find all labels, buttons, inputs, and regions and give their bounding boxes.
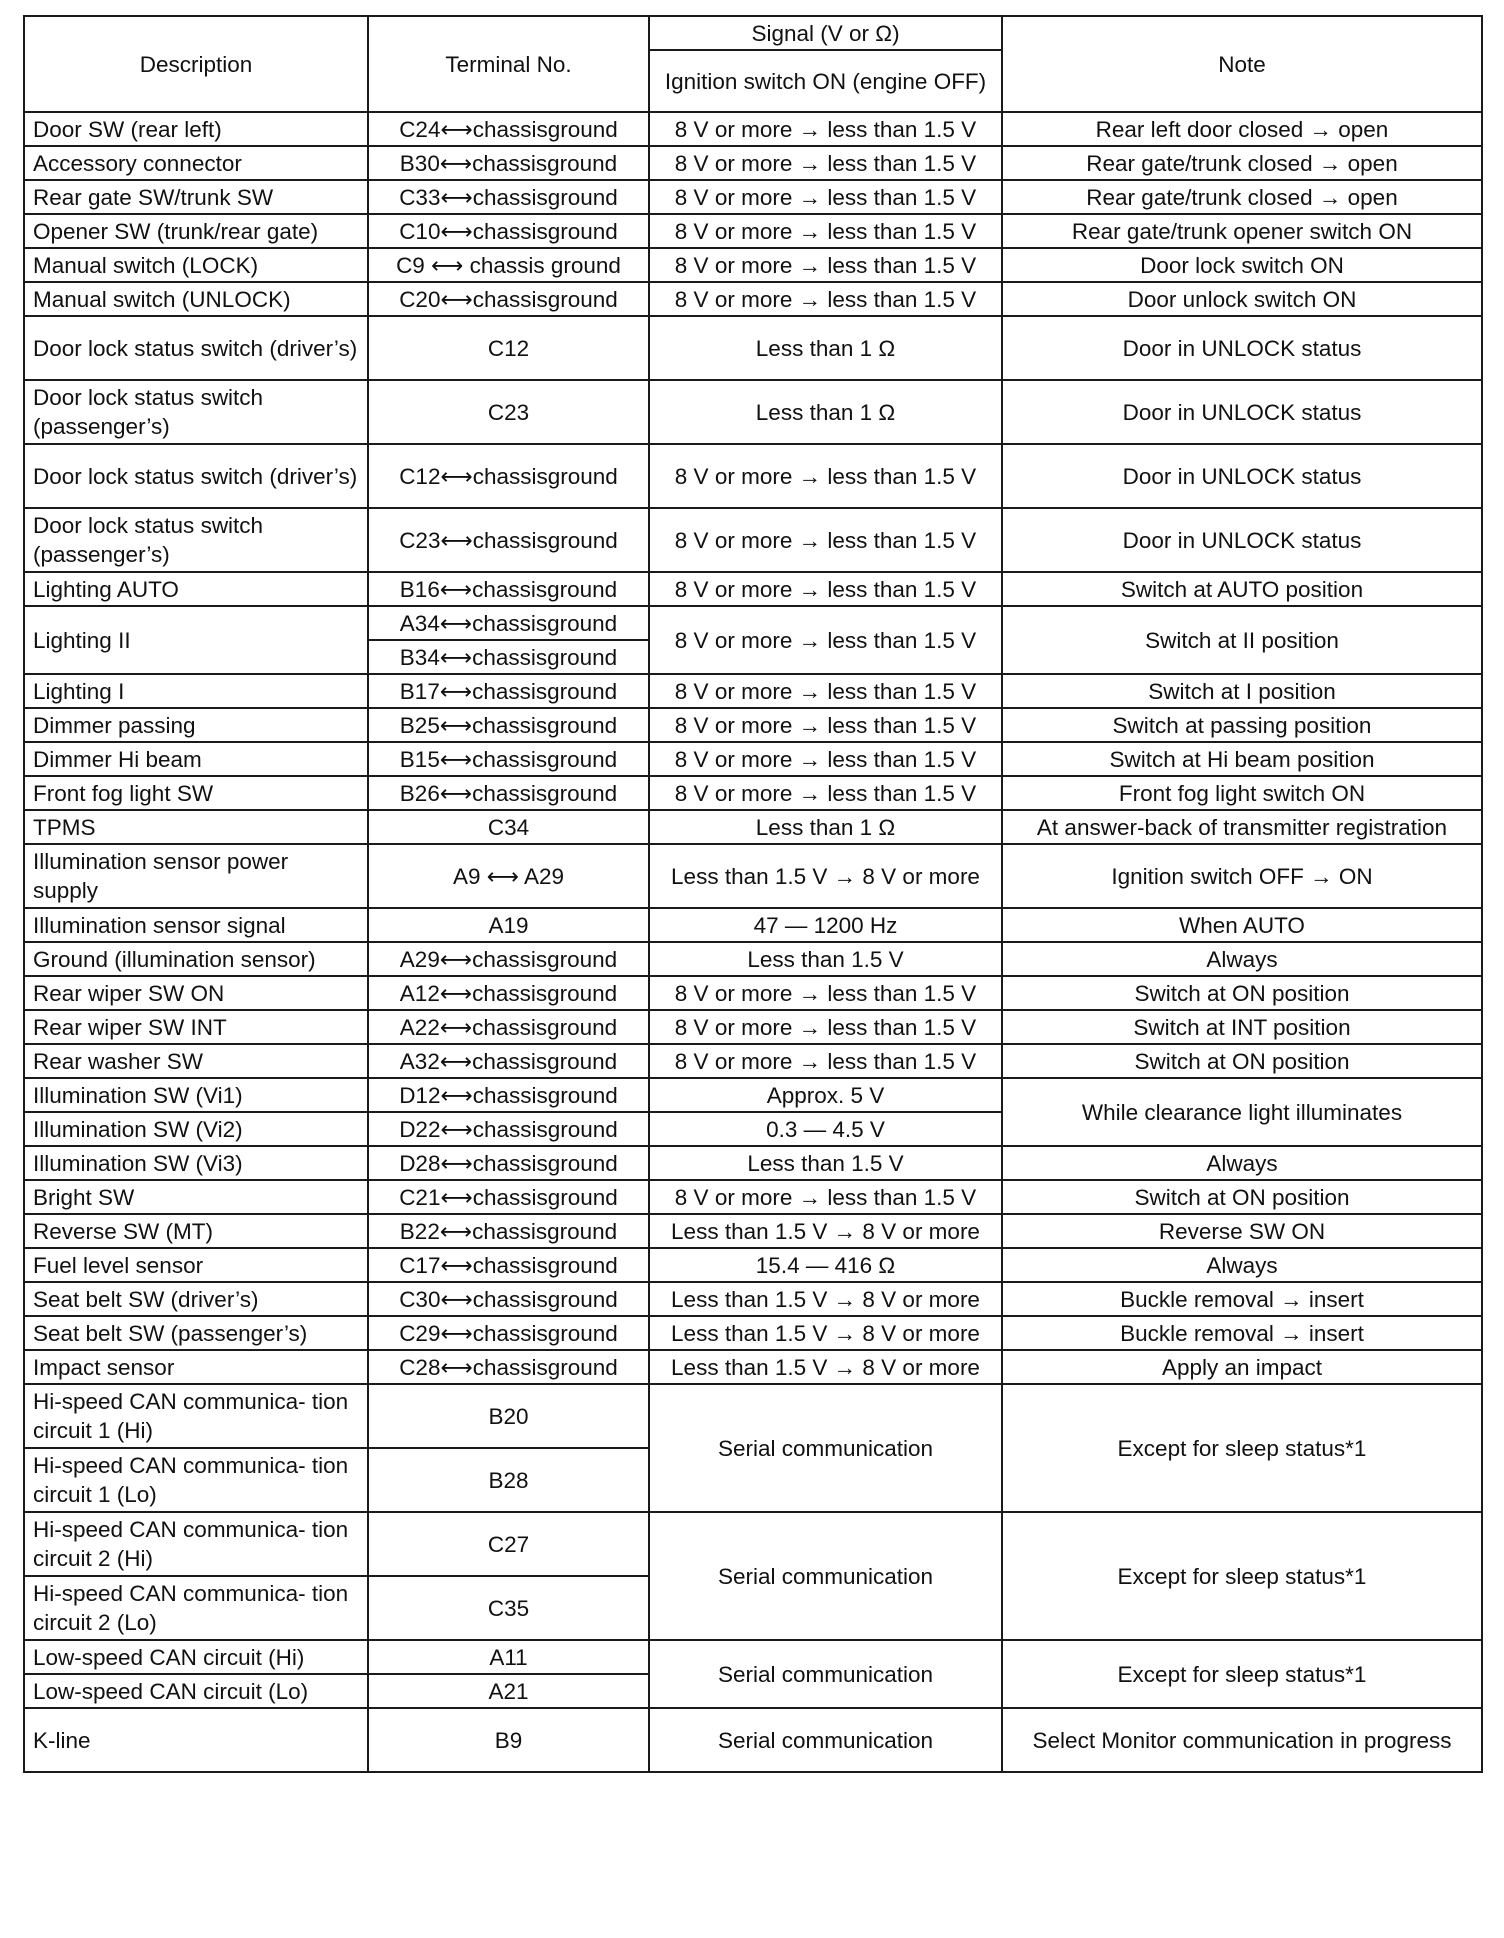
description-cell: Lighting II bbox=[24, 606, 368, 674]
terminal-cell: C23 bbox=[368, 380, 649, 444]
terminal-cell: C27 bbox=[368, 1512, 649, 1576]
terminal-cell: C28⟷chassisground bbox=[368, 1350, 649, 1384]
description-cell: Seat belt SW (driver’s) bbox=[24, 1282, 368, 1316]
description-cell: Door lock status switch (passenger’s) bbox=[24, 508, 368, 572]
description-cell: Hi-speed CAN communica- tion circuit 2 (Lo) bbox=[24, 1576, 368, 1640]
terminal-cell: C21⟷chassisground bbox=[368, 1180, 649, 1214]
description-cell: Dimmer Hi beam bbox=[24, 742, 368, 776]
terminal-cell: A32⟷chassisground bbox=[368, 1044, 649, 1078]
terminal-cell: D12⟷chassisground bbox=[368, 1078, 649, 1112]
signal-cell: 8 V or more → less than 1.5 V bbox=[649, 708, 1002, 742]
header-signal-condition: Ignition switch ON (engine OFF) bbox=[649, 50, 1002, 112]
note-cell: Switch at passing position bbox=[1002, 708, 1482, 742]
description-cell: Door lock status switch (passenger’s) bbox=[24, 380, 368, 444]
signal-cell: Less than 1.5 V → 8 V or more bbox=[649, 844, 1002, 908]
signal-cell: Serial communication bbox=[649, 1384, 1002, 1512]
note-cell: Except for sleep status*1 bbox=[1002, 1384, 1482, 1512]
terminal-cell: B17⟷chassisground bbox=[368, 674, 649, 708]
description-cell: Front fog light SW bbox=[24, 776, 368, 810]
table-row bbox=[24, 1512, 1482, 1576]
terminal-cell: B30⟷chassisground bbox=[368, 146, 649, 180]
header-description: Description bbox=[24, 16, 368, 112]
terminal-cell: C12 bbox=[368, 316, 649, 380]
terminal-cell: C33⟷chassisground bbox=[368, 180, 649, 214]
note-cell: Door in UNLOCK status bbox=[1002, 380, 1482, 444]
terminal-cell: C10⟷chassisground bbox=[368, 214, 649, 248]
table-row bbox=[24, 1180, 1482, 1214]
terminal-cell: B34⟷chassisground bbox=[368, 640, 649, 674]
signal-cell: 8 V or more → less than 1.5 V bbox=[649, 444, 1002, 508]
signal-cell: 8 V or more → less than 1.5 V bbox=[649, 776, 1002, 810]
table-row bbox=[24, 742, 1482, 776]
table-row bbox=[24, 1214, 1482, 1248]
note-cell: Door lock switch ON bbox=[1002, 248, 1482, 282]
note-cell: Switch at ON position bbox=[1002, 976, 1482, 1010]
table-row bbox=[24, 1384, 1482, 1448]
table-row bbox=[24, 1282, 1482, 1316]
header-row bbox=[24, 16, 1482, 50]
table-row bbox=[24, 976, 1482, 1010]
note-cell: Rear gate/trunk closed → open bbox=[1002, 146, 1482, 180]
signal-cell: 8 V or more → less than 1.5 V bbox=[649, 1044, 1002, 1078]
description-cell: Door SW (rear left) bbox=[24, 112, 368, 146]
description-cell: Illumination SW (Vi1) bbox=[24, 1078, 368, 1112]
note-cell: Reverse SW ON bbox=[1002, 1214, 1482, 1248]
terminal-cell: C35 bbox=[368, 1576, 649, 1640]
signal-cell: Less than 1.5 V → 8 V or more bbox=[649, 1350, 1002, 1384]
terminal-cell: A21 bbox=[368, 1674, 649, 1708]
signal-table bbox=[23, 15, 1483, 1773]
signal-cell: 8 V or more → less than 1.5 V bbox=[649, 976, 1002, 1010]
signal-cell: 8 V or more → less than 1.5 V bbox=[649, 742, 1002, 776]
terminal-cell: B28 bbox=[368, 1448, 649, 1512]
table-row bbox=[24, 1248, 1482, 1282]
signal-cell: Less than 1.5 V bbox=[649, 942, 1002, 976]
table-row bbox=[24, 112, 1482, 146]
note-cell: Always bbox=[1002, 1248, 1482, 1282]
terminal-cell: A9 ⟷ A29 bbox=[368, 844, 649, 908]
note-cell: Switch at II position bbox=[1002, 606, 1482, 674]
signal-cell: Less than 1.5 V → 8 V or more bbox=[649, 1316, 1002, 1350]
signal-cell: 8 V or more → less than 1.5 V bbox=[649, 112, 1002, 146]
terminal-cell: A11 bbox=[368, 1640, 649, 1674]
table-row bbox=[24, 1078, 1482, 1112]
terminal-cell: C17⟷chassisground bbox=[368, 1248, 649, 1282]
table-row bbox=[24, 444, 1482, 508]
note-cell: Switch at ON position bbox=[1002, 1180, 1482, 1214]
signal-cell: 8 V or more → less than 1.5 V bbox=[649, 1180, 1002, 1214]
table-row bbox=[24, 572, 1482, 606]
signal-cell: Less than 1 Ω bbox=[649, 380, 1002, 444]
signal-cell: Approx. 5 V bbox=[649, 1078, 1002, 1112]
table-row bbox=[24, 1708, 1482, 1772]
table-row bbox=[24, 606, 1482, 640]
signal-cell: 8 V or more → less than 1.5 V bbox=[649, 572, 1002, 606]
description-cell: K-line bbox=[24, 1708, 368, 1772]
description-cell: Manual switch (LOCK) bbox=[24, 248, 368, 282]
description-cell: Rear washer SW bbox=[24, 1044, 368, 1078]
terminal-cell: A34⟷chassisground bbox=[368, 606, 649, 640]
note-cell: Rear gate/trunk closed → open bbox=[1002, 180, 1482, 214]
terminal-cell: C9 ⟷ chassis ground bbox=[368, 248, 649, 282]
signal-cell: 8 V or more → less than 1.5 V bbox=[649, 282, 1002, 316]
terminal-cell: B25⟷chassisground bbox=[368, 708, 649, 742]
terminal-cell: B9 bbox=[368, 1708, 649, 1772]
table-row bbox=[24, 844, 1482, 908]
description-cell: Ground (illumination sensor) bbox=[24, 942, 368, 976]
description-cell: Low-speed CAN circuit (Lo) bbox=[24, 1674, 368, 1708]
description-cell: Illumination SW (Vi2) bbox=[24, 1112, 368, 1146]
signal-cell: Serial communication bbox=[649, 1708, 1002, 1772]
note-cell: Buckle removal → insert bbox=[1002, 1316, 1482, 1350]
note-cell: Switch at AUTO position bbox=[1002, 572, 1482, 606]
note-cell: Rear left door closed → open bbox=[1002, 112, 1482, 146]
description-cell: Illumination sensor power supply bbox=[24, 844, 368, 908]
note-cell: When AUTO bbox=[1002, 908, 1482, 942]
terminal-cell: C34 bbox=[368, 810, 649, 844]
terminal-cell: B15⟷chassisground bbox=[368, 742, 649, 776]
table-row bbox=[24, 674, 1482, 708]
note-cell: Always bbox=[1002, 1146, 1482, 1180]
terminal-cell: A22⟷chassisground bbox=[368, 1010, 649, 1044]
note-cell: Switch at I position bbox=[1002, 674, 1482, 708]
description-cell: Hi-speed CAN communica- tion circuit 2 (Hi) bbox=[24, 1512, 368, 1576]
table-row bbox=[24, 776, 1482, 810]
note-cell: Switch at INT position bbox=[1002, 1010, 1482, 1044]
description-cell: Hi-speed CAN communica- tion circuit 1 (Hi) bbox=[24, 1384, 368, 1448]
terminal-cell: A12⟷chassisground bbox=[368, 976, 649, 1010]
note-cell: Door unlock switch ON bbox=[1002, 282, 1482, 316]
terminal-cell: B20 bbox=[368, 1384, 649, 1448]
description-cell: Bright SW bbox=[24, 1180, 368, 1214]
description-cell: Dimmer passing bbox=[24, 708, 368, 742]
table-row bbox=[24, 908, 1482, 942]
description-cell: Low-speed CAN circuit (Hi) bbox=[24, 1640, 368, 1674]
table-row bbox=[24, 942, 1482, 976]
signal-cell: 8 V or more → less than 1.5 V bbox=[649, 508, 1002, 572]
description-cell: Manual switch (UNLOCK) bbox=[24, 282, 368, 316]
table-row bbox=[24, 1010, 1482, 1044]
table-row bbox=[24, 146, 1482, 180]
description-cell: Lighting I bbox=[24, 674, 368, 708]
terminal-cell: A19 bbox=[368, 908, 649, 942]
signal-cell: Less than 1.5 V bbox=[649, 1146, 1002, 1180]
signal-spec-sheet bbox=[23, 15, 1481, 1925]
signal-cell: Serial communication bbox=[649, 1512, 1002, 1640]
description-cell: Fuel level sensor bbox=[24, 1248, 368, 1282]
signal-cell: Less than 1 Ω bbox=[649, 810, 1002, 844]
note-cell: Ignition switch OFF → ON bbox=[1002, 844, 1482, 908]
header-terminal: Terminal No. bbox=[368, 16, 649, 112]
description-cell: Door lock status switch (driver’s) bbox=[24, 316, 368, 380]
terminal-cell: C12⟷chassisground bbox=[368, 444, 649, 508]
table-row bbox=[24, 708, 1482, 742]
terminal-cell: C23⟷chassisground bbox=[368, 508, 649, 572]
terminal-cell: B16⟷chassisground bbox=[368, 572, 649, 606]
table-row bbox=[24, 1316, 1482, 1350]
signal-cell: 0.3 — 4.5 V bbox=[649, 1112, 1002, 1146]
note-cell: Door in UNLOCK status bbox=[1002, 508, 1482, 572]
description-cell: Rear wiper SW ON bbox=[24, 976, 368, 1010]
note-cell: Except for sleep status*1 bbox=[1002, 1512, 1482, 1640]
description-cell: Impact sensor bbox=[24, 1350, 368, 1384]
note-cell: While clearance light illuminates bbox=[1002, 1078, 1482, 1146]
description-cell: Door lock status switch (driver’s) bbox=[24, 444, 368, 508]
signal-cell: 8 V or more → less than 1.5 V bbox=[649, 1010, 1002, 1044]
header-signal: Signal (V or Ω) bbox=[649, 16, 1002, 50]
terminal-cell: C24⟷chassisground bbox=[368, 112, 649, 146]
description-cell: Illumination SW (Vi3) bbox=[24, 1146, 368, 1180]
description-cell: Hi-speed CAN communica- tion circuit 1 (Lo) bbox=[24, 1448, 368, 1512]
note-cell: Switch at ON position bbox=[1002, 1044, 1482, 1078]
note-cell: Front fog light switch ON bbox=[1002, 776, 1482, 810]
terminal-cell: C29⟷chassisground bbox=[368, 1316, 649, 1350]
note-cell: Rear gate/trunk opener switch ON bbox=[1002, 214, 1482, 248]
table-row bbox=[24, 316, 1482, 380]
signal-cell: Serial communication bbox=[649, 1640, 1002, 1708]
table-row bbox=[24, 282, 1482, 316]
table-row bbox=[24, 214, 1482, 248]
terminal-cell: A29⟷chassisground bbox=[368, 942, 649, 976]
description-cell: Opener SW (trunk/rear gate) bbox=[24, 214, 368, 248]
table-row bbox=[24, 1146, 1482, 1180]
description-cell: Accessory connector bbox=[24, 146, 368, 180]
signal-cell: Less than 1.5 V → 8 V or more bbox=[649, 1282, 1002, 1316]
note-cell: Switch at Hi beam position bbox=[1002, 742, 1482, 776]
note-cell: Door in UNLOCK status bbox=[1002, 316, 1482, 380]
terminal-cell: D28⟷chassisground bbox=[368, 1146, 649, 1180]
signal-cell: 8 V or more → less than 1.5 V bbox=[649, 674, 1002, 708]
note-cell: Select Monitor communication in progress bbox=[1002, 1708, 1482, 1772]
signal-cell: Less than 1.5 V → 8 V or more bbox=[649, 1214, 1002, 1248]
signal-cell: 15.4 — 416 Ω bbox=[649, 1248, 1002, 1282]
note-cell: Always bbox=[1002, 942, 1482, 976]
terminal-cell: B26⟷chassisground bbox=[368, 776, 649, 810]
description-cell: Illumination sensor signal bbox=[24, 908, 368, 942]
signal-cell: 8 V or more → less than 1.5 V bbox=[649, 214, 1002, 248]
description-cell: Rear wiper SW INT bbox=[24, 1010, 368, 1044]
signal-cell: 8 V or more → less than 1.5 V bbox=[649, 248, 1002, 282]
table-row bbox=[24, 1640, 1482, 1674]
description-cell: Rear gate SW/trunk SW bbox=[24, 180, 368, 214]
table-row bbox=[24, 1044, 1482, 1078]
table-row bbox=[24, 180, 1482, 214]
description-cell: TPMS bbox=[24, 810, 368, 844]
signal-cell: 8 V or more → less than 1.5 V bbox=[649, 146, 1002, 180]
table-row bbox=[24, 248, 1482, 282]
description-cell: Seat belt SW (passenger’s) bbox=[24, 1316, 368, 1350]
terminal-cell: C30⟷chassisground bbox=[368, 1282, 649, 1316]
table-row bbox=[24, 380, 1482, 444]
signal-cell: 8 V or more → less than 1.5 V bbox=[649, 180, 1002, 214]
table-row bbox=[24, 1350, 1482, 1384]
note-cell: At answer-back of transmitter registration bbox=[1002, 810, 1482, 844]
terminal-cell: C20⟷chassisground bbox=[368, 282, 649, 316]
description-cell: Lighting AUTO bbox=[24, 572, 368, 606]
description-cell: Reverse SW (MT) bbox=[24, 1214, 368, 1248]
table-row bbox=[24, 508, 1482, 572]
note-cell: Except for sleep status*1 bbox=[1002, 1640, 1482, 1708]
signal-cell: 47 — 1200 Hz bbox=[649, 908, 1002, 942]
header-note: Note bbox=[1002, 16, 1482, 112]
note-cell: Door in UNLOCK status bbox=[1002, 444, 1482, 508]
terminal-cell: B22⟷chassisground bbox=[368, 1214, 649, 1248]
table-row bbox=[24, 810, 1482, 844]
note-cell: Apply an impact bbox=[1002, 1350, 1482, 1384]
terminal-cell: D22⟷chassisground bbox=[368, 1112, 649, 1146]
signal-cell: Less than 1 Ω bbox=[649, 316, 1002, 380]
signal-cell: 8 V or more → less than 1.5 V bbox=[649, 606, 1002, 674]
note-cell: Buckle removal → insert bbox=[1002, 1282, 1482, 1316]
